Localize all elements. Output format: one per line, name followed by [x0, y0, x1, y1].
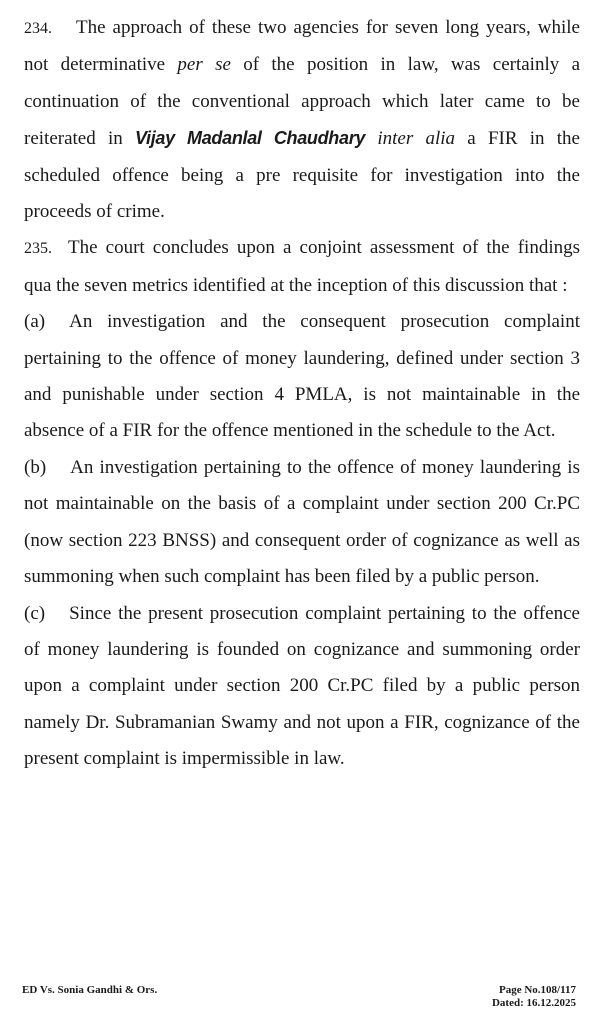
finding-a — [24, 304, 580, 450]
paragraph-234 — [24, 10, 580, 230]
footer-page-info — [492, 984, 576, 1010]
latin-phrase: inter alia — [377, 128, 456, 150]
finding-text: Since the present prosecution complaint pertaining to the offence of money laundering is founded on cognizance and summoning order upon a complaint under section 200 Cr.PC filed by a public person namely Dr. Subramanian Swamy and not upon a FIR, cognizance of the present complaint is impermissible in law. — [24, 602, 580, 770]
judgment-body — [24, 10, 580, 778]
case-citation: Vijay Madanlal Chaudhary — [134, 128, 366, 149]
footer-case-title: ED Vs. Sonia Gandhi & Ors. — [22, 984, 158, 996]
page-number: Page No.108/117 — [499, 984, 576, 996]
judgment-date: Dated: 16.12.2025 — [491, 997, 576, 1009]
finding-text: An investigation and the consequent prosecution complaint pertaining to the offence of money laundering, defined under section 3 and punishable under section 4 PMLA, is not maintainable in the absence of a FIR for the offence mentioned in the schedule to the Act. — [24, 311, 580, 442]
paragraph-text: of the position in law, was certainly a continuation of the conventional approach which later came to be reiterated in — [24, 54, 581, 150]
latin-phrase: per se — [177, 54, 231, 76]
paragraph-number: 235. — [24, 240, 52, 258]
finding-label: (b) — [24, 456, 47, 478]
paragraph-text: The court concludes upon a conjoint assessment of the findings qua the seven metrics identified at the inception of this discussion that : — [24, 237, 580, 296]
paragraph-number: 234. — [24, 20, 52, 37]
paragraph-235 — [24, 230, 580, 304]
paragraph-text: The approach of these two agencies for seven long years, while not determinative — [24, 17, 580, 76]
finding-b — [24, 450, 580, 596]
paragraph-text: a FIR in the scheduled offence being a pre requisite for investigation into the proceeds of crime. — [24, 128, 580, 223]
finding-label: (a) — [24, 311, 46, 333]
finding-text: An investigation pertaining to the offence of money laundering is not maintainable on the basis of a complaint under section 200 Cr.PC (now section 223 BNSS) and consequent order of cognizance as well as summoning when such complaint has been filed by a public person. — [24, 456, 580, 588]
finding-c — [24, 596, 580, 778]
finding-label: (c) — [24, 602, 46, 624]
